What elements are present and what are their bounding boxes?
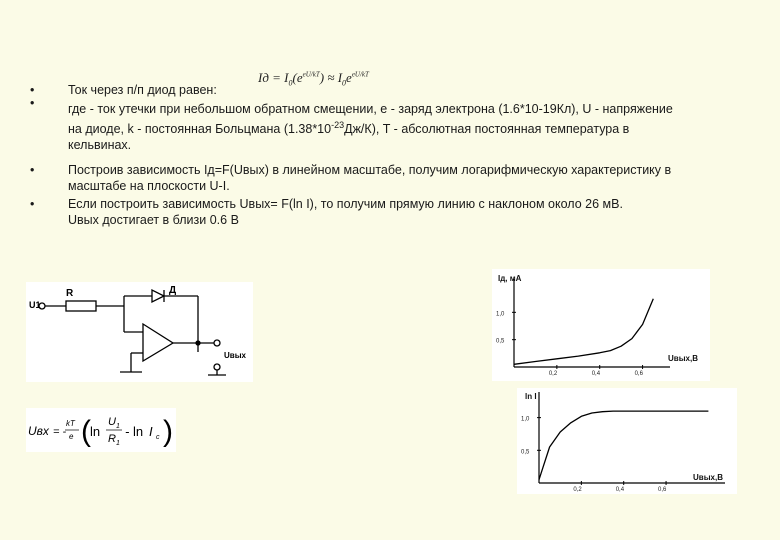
circuit-diagram — [26, 282, 253, 382]
series-line — [514, 299, 653, 365]
chart-axes — [539, 392, 725, 483]
text-part: на диоде, k - постоянная Больцмана (1.38*10 — [68, 122, 332, 137]
formula-frac-den: e — [69, 432, 74, 441]
y-tick-label: 1,0 — [521, 416, 530, 423]
bullet-text: кельвинах. — [68, 138, 132, 153]
bullet-dot: • — [30, 83, 35, 97]
x-tick-label: 0,6 — [634, 371, 643, 377]
bullet-text: Построив зависимость Iд=F(Uвых) в линейном масштабе, получим логарифмическую характеристику в — [68, 163, 672, 178]
formula-inner-den-sub: 1 — [116, 440, 120, 447]
x-tick-label: 0,4 — [591, 371, 601, 377]
bullet-dot: • — [30, 197, 35, 212]
bullet-text: Uвых достигает в близи 0.6 В — [68, 213, 239, 228]
formula-lhs: Iд = I — [258, 70, 289, 85]
formula-lhs: Uвх — [28, 424, 49, 438]
formula-ln: ln — [90, 424, 101, 439]
bullet-item-1 — [30, 82, 760, 98]
formula-ic: I — [149, 424, 153, 439]
y-tick-label: 0,5 — [521, 449, 530, 456]
formula-exp: eU/kT — [351, 70, 369, 79]
input-label: U1 — [29, 300, 41, 310]
bullet-item-4 — [30, 196, 760, 228]
formula-sub: 0 — [288, 78, 293, 88]
series-line — [539, 411, 708, 480]
output-label: Uвых — [224, 351, 246, 360]
x-axis-label: Uвых,В — [668, 354, 698, 363]
bullet-text: где - ток утечки при небольшом обратном смещении, e - заряд электрона (1.6*10-19Кл), U - напряжение — [68, 102, 673, 116]
chart-current-vs-voltage — [492, 269, 710, 381]
diode-label: Д — [169, 285, 177, 296]
bullet-text-line — [68, 117, 760, 137]
formula-ln2: ln — [133, 424, 144, 439]
y-tick-label: 0,5 — [496, 338, 505, 345]
y-tick-label: 1,0 — [496, 311, 505, 318]
bullet-text: масштабе на плоскости U-I. — [68, 179, 230, 194]
formula-frac-num: kT — [66, 419, 75, 428]
svg-text:= -: = - — [53, 426, 67, 438]
diode-current-formula: Iд = $I_0(e^{eU/kT}) \approx I_0e^{eU/kT}$ — [258, 70, 369, 88]
text-part: Дж/К), T - абсолютная постоянная температура в — [344, 122, 630, 137]
svg-text:(: ( — [81, 415, 91, 448]
bullet-text: Ток через п/п диод равен: — [68, 83, 217, 97]
y-axis-label: ln I — [525, 392, 537, 401]
x-tick-label: 0,2 — [573, 487, 582, 493]
y-axis-label: Iд, мА — [498, 274, 522, 283]
formula-ic-sub: c — [156, 434, 160, 441]
x-tick-label: 0,4 — [615, 487, 625, 493]
x-axis-label: Uвых,В — [693, 473, 723, 482]
formula-mid: (e — [292, 70, 303, 85]
x-tick-label: 0,6 — [658, 487, 667, 493]
x-tick-label: 0,2 — [548, 371, 558, 377]
output-voltage-formula — [26, 408, 176, 452]
bullet-item-2 — [30, 96, 760, 153]
formula-inner-num: U — [108, 416, 116, 428]
formula-exp: eU/kT — [302, 70, 320, 79]
bullet-item-3 — [30, 162, 760, 194]
bullet-dot: • — [30, 96, 35, 110]
resistor-label: R — [66, 288, 74, 299]
svg-text:-: - — [125, 424, 130, 439]
formula-eq: ≈ I — [327, 70, 343, 85]
formula-inner-den: R — [108, 433, 116, 445]
svg-text:): ) — [163, 415, 173, 448]
bullet-list — [30, 82, 760, 228]
formula-close: ) — [319, 70, 325, 85]
exponent: -23 — [331, 120, 345, 130]
formula-inner-num-sub: 1 — [116, 423, 120, 430]
bullet-text: Если построить зависимость Uвых= F(ln I), то получим прямую линию с наклоном около 26 мВ. — [68, 197, 623, 212]
formula-sub: 0 — [342, 78, 347, 88]
chart-lnI-vs-voltage — [517, 388, 737, 494]
bullet-dot: • — [30, 163, 35, 178]
